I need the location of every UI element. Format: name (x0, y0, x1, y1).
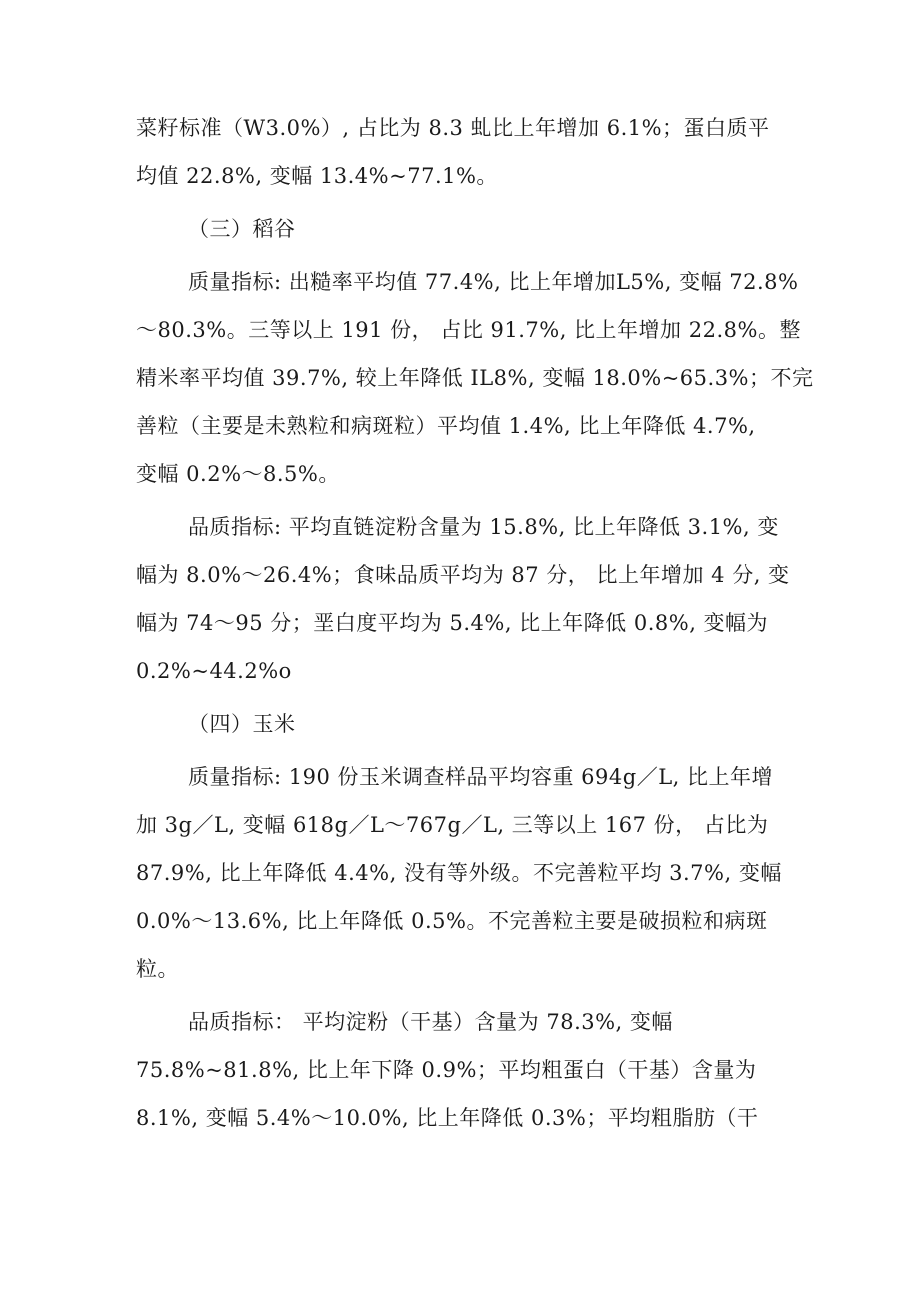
paragraph-rapeseed-tail (136, 104, 791, 200)
text-line: 均值 22.8%, 变幅 13.4%~77.1%。 (136, 164, 498, 188)
text-line: 幅为 8.0%～26.4%；食味品质平均为 87 分， 比上年增加 4 分, 变 (136, 563, 790, 587)
heading-text: （四）玉米 (188, 712, 296, 736)
text-line: 0.0%～13.6%, 比上年降低 0.5%。不完善粒主要是破损粒和病斑 (136, 909, 768, 933)
paragraph-rice-quality (136, 258, 814, 498)
text-line: 菜籽标准（W3.0%）, 占比为 8.3 虬比上年增加 6.1%；蛋白质平 (136, 116, 770, 140)
text-line: 善粒（主要是未熟粒和病斑粒）平均值 1.4%, 比上年降低 4.7%, (136, 414, 756, 438)
text-line: 精米率平均值 39.7%, 较上年降低 IL8%, 变幅 18.0%~65.3%；不完 (136, 366, 814, 390)
section-heading-corn (136, 700, 791, 748)
text-line: 变幅 0.2%～8.5%。 (136, 462, 340, 486)
section-heading-rice (136, 205, 791, 253)
text-line: 品质指标： 平均淀粉（干基）含量为 78.3%, 变幅 (188, 1010, 673, 1034)
text-line: 加 3g／L, 变幅 618g／L～767g／L, 三等以上 167 份， 占比为 (136, 813, 769, 837)
document-page (136, 104, 814, 1142)
text-line: 质量指标: 出糙率平均值 77.4%, 比上年增加L5%, 变幅 72.8% (188, 270, 799, 294)
text-line: 质量指标: 190 份玉米调查样品平均容重 694g／L, 比上年增 (188, 765, 774, 789)
text-line: ～80.3%。三等以上 191 份， 占比 91.7%, 比上年增加 22.8%。整 (136, 318, 801, 342)
paragraph-corn-grade (136, 998, 791, 1142)
text-line: 75.8%~81.8%, 比上年下降 0.9%；平均粗蛋白（干基）含量为 (136, 1058, 757, 1082)
text-line: 0.2%~44.2%o (136, 659, 292, 683)
text-line: 87.9%, 比上年降低 4.4%, 没有等外级。不完善粒平均 3.7%, 变幅 (136, 861, 782, 885)
text-line: 粒。 (136, 957, 179, 981)
paragraph-rice-grade (136, 503, 791, 695)
paragraph-corn-quality (136, 753, 791, 993)
text-line: 8.1%, 变幅 5.4%～10.0%, 比上年降低 0.3%；平均粗脂肪（干 (136, 1106, 759, 1130)
heading-text: （三）稻谷 (188, 217, 296, 241)
text-line: 幅为 74～95 分；垩白度平均为 5.4%, 比上年降低 0.8%, 变幅为 (136, 611, 769, 635)
text-line: 品质指标: 平均直链淀粉含量为 15.8%, 比上年降低 3.1%, 变 (188, 515, 779, 539)
